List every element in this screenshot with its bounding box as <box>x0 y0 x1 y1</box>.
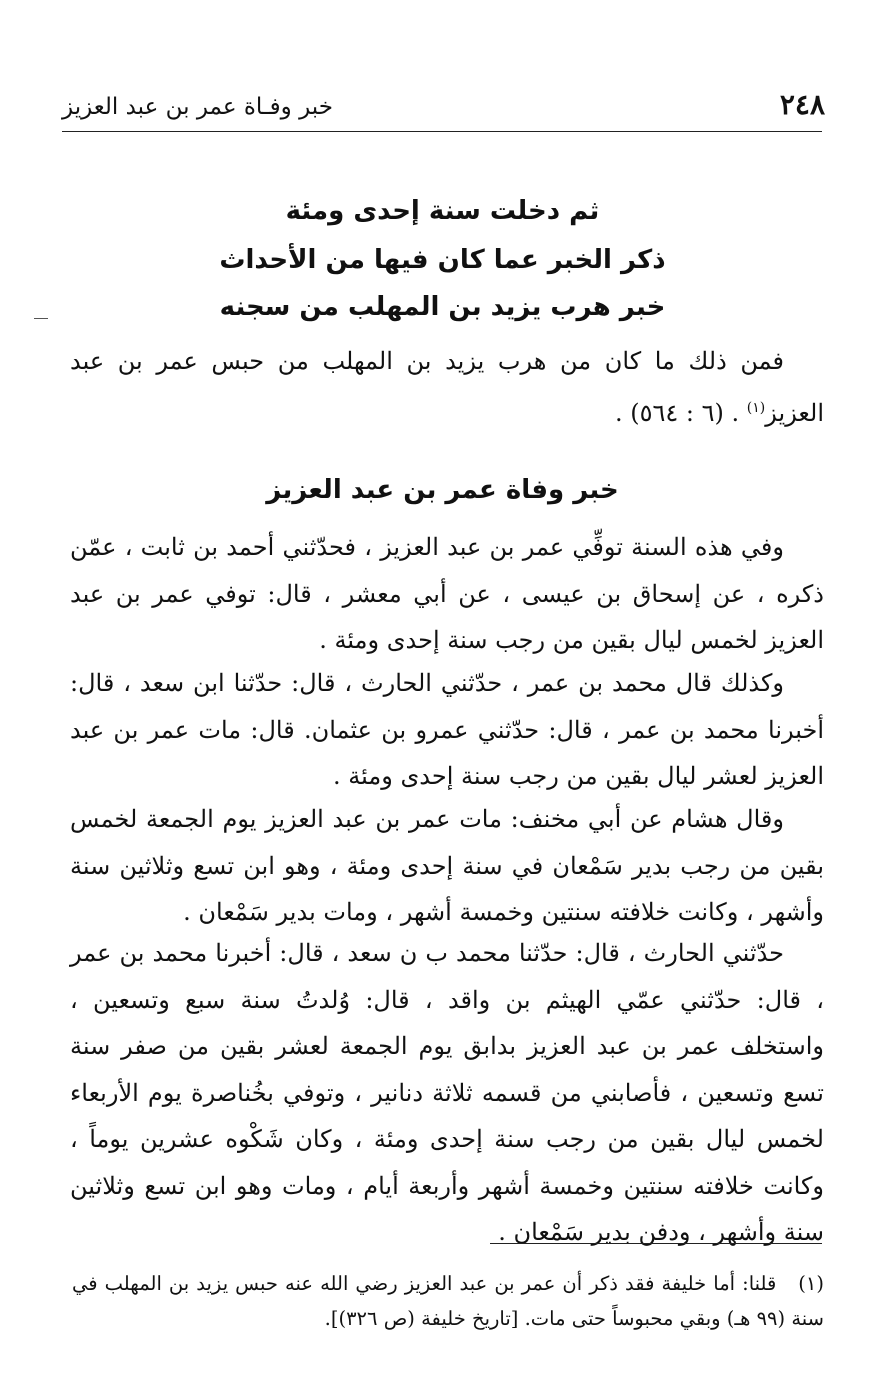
footnote-text: قلنا: أما خليفة فقد ذكر أن عمر بن عبد العزيز رضي الله عنه حبس يزيد بن المهلب في سنة (٩٩ هـ) وبقي محبوساً حتى مات. [تاريخ خليفة (ص ٣٢٦)]. <box>72 1272 824 1330</box>
paragraph-3: وقال هشام عن أبي مخنف: مات عمر بن عبد العزيز يوم الجمعة لخمس بقين من رجب بدير سَمْعان في سنة إحدى ومئة ، وهو ابن تسع وثلاثين سنة وأشهر ، وكانت خلافته سنتين وخمسة أشهر ، ومات بدير سَمْعان . <box>70 805 824 926</box>
page-number: ٢٤٨ <box>779 88 825 121</box>
heading-death: خبر وفاة عمر بن عبد العزيز <box>266 475 619 505</box>
footnote-divider <box>490 1243 822 1244</box>
margin-mark <box>34 318 48 319</box>
footnote-number: (١) <box>798 1272 824 1295</box>
intro-citation: . (٦ : ٥٦٤) . <box>615 398 740 427</box>
running-title: خبر وفـاة عمر بن عبد العزيز <box>62 94 333 120</box>
paragraph-4: حدّثني الحارث ، قال: حدّثنا محمد ب ن سعد ، قال: أخبرنا محمد بن عمر ، قال: حدّثني عمّي الهيثم بن واقد ، قال: وُلدتُ سنة سبع وتسعين ، واستخلف عمر بن عبد العزيز بدابق يوم الجمعة لعشر بقين من صفر سنة تسع وتسعين ، فأصابني من قسمه ثلاثة دنانير ، وتوفي بخُناصرة يوم الأربعاء لخمس ليال بقين من رجب سنة إحدى ومئة ، وكان شَكْوه عشرين يوماً ، وكانت خلافته سنتين وخمسة أشهر وأربعة أيام ، ومات وهو ابن تسع وثلاثين سنة وأشهر ، ودفن بدير سَمْعان . <box>70 939 824 1246</box>
intro-text: فمن ذلك ما كان من هرب يزيد بن المهلب من حبس عمر بن عبد العزيز <box>70 347 824 427</box>
footnote-reference[interactable]: (١) <box>746 399 766 416</box>
heading-events: ذكر الخبر عما كان فيها من الأحداث <box>219 245 666 275</box>
paragraph-2: وكذلك قال محمد بن عمر ، حدّثني الحارث ، قال: حدّثنا ابن سعد ، قال: أخبرنا محمد بن عمر ، قال: حدّثني عمرو بن عثمان. قال: مات عمر بن عبد العزيز لعشر ليال بقين من رجب سنة إحدى ومئة . <box>70 669 824 790</box>
heading-year: ثم دخلت سنة إحدى ومئة <box>285 196 600 226</box>
heading-escape: خبر هرب يزيد بن المهلب من سجنه <box>219 292 666 322</box>
paragraph-1: وفي هذه السنة توفِّي عمر بن عبد العزيز ، فحدّثني أحمد بن ثابت ، عمّن ذكره ، عن إسحاق بن عيسى ، عن أبي معشر ، قال: توفي عمر بن عبد العزيز لخمس ليال بقين من رجب سنة إحدى ومئة . <box>70 533 824 654</box>
header-divider <box>62 131 822 132</box>
intro-paragraph <box>70 338 824 436</box>
footnote <box>72 1266 824 1336</box>
